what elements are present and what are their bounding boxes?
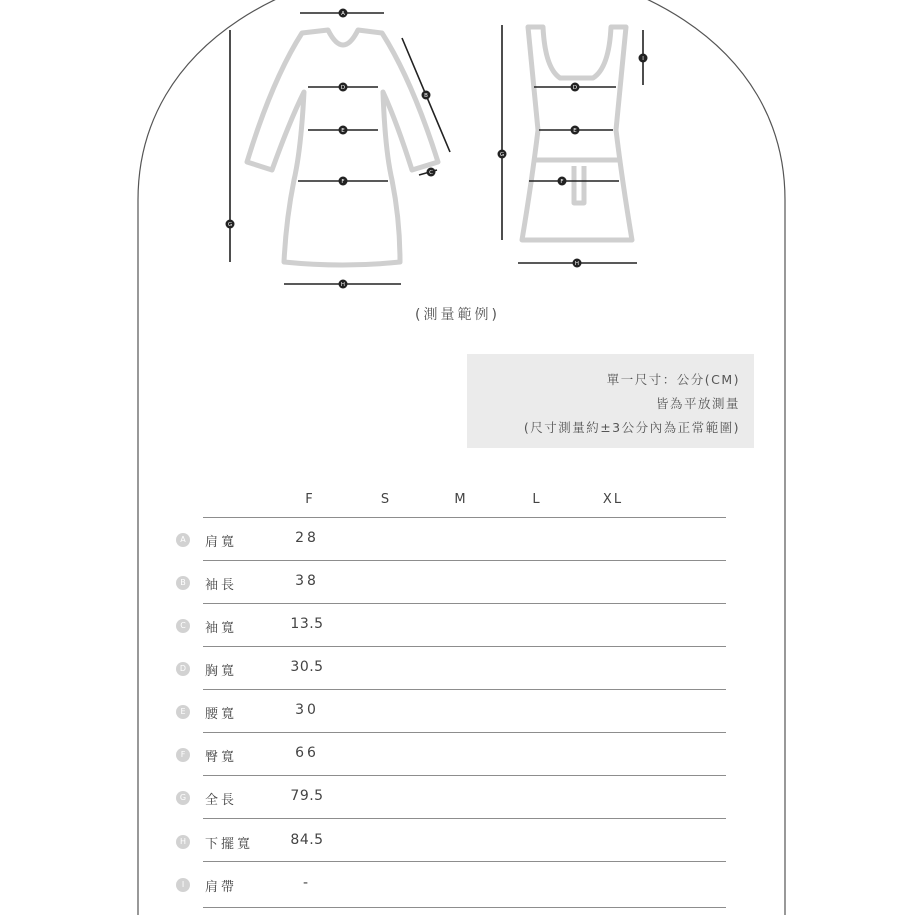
row-value-f: 79.5 [290, 788, 324, 804]
table-row [0, 690, 915, 733]
note-unit: 單一尺寸：公分(CM) [606, 372, 740, 387]
svg-text:E: E [341, 128, 345, 134]
col-header-xl: XL [602, 492, 624, 507]
row-badge: E [176, 705, 190, 719]
svg-text:B: B [424, 93, 428, 99]
table-row [0, 604, 915, 647]
col-header-l: L [532, 492, 542, 507]
svg-text:F: F [341, 179, 345, 185]
table-row [0, 647, 915, 690]
svg-text:G: G [227, 222, 233, 228]
row-value-f: 84.5 [290, 832, 324, 848]
measurement-diagram [0, 0, 915, 300]
svg-text:F: F [560, 179, 564, 185]
row-label: 臀寬 [205, 750, 238, 765]
table-row [0, 820, 915, 863]
row-label: 袖寬 [205, 621, 238, 636]
front-marker-c [427, 168, 436, 177]
front-marker-h [339, 280, 348, 289]
back-marker-i [639, 54, 648, 63]
table-divider [203, 861, 726, 862]
note-tolerance: (尺寸測量約±3公分內為正常範圍) [523, 420, 740, 435]
table-row [0, 776, 915, 819]
back-marker-e [571, 126, 580, 135]
table-row [0, 518, 915, 561]
svg-text:E: E [573, 128, 577, 134]
front-marker-d [339, 83, 348, 92]
row-label: 肩寬 [205, 535, 238, 550]
front-marker-f [339, 177, 348, 186]
row-value-f: - [302, 875, 312, 891]
row-badge: I [176, 878, 190, 892]
row-label: 全長 [205, 793, 238, 808]
table-divider [203, 818, 726, 819]
table-row [0, 561, 915, 604]
row-badge: B [176, 576, 190, 590]
svg-text:A: A [341, 11, 345, 17]
row-label: 腰寬 [205, 707, 238, 722]
row-value-f: 30.5 [290, 659, 324, 675]
col-header-f: F [305, 492, 315, 507]
col-header-s: S [380, 492, 392, 507]
note-flat-measure: 皆為平放測量 [655, 396, 740, 411]
table-row [0, 733, 915, 776]
row-value-f: 66 [295, 745, 319, 761]
row-value-f: 13.5 [290, 616, 324, 632]
row-value-f: 38 [295, 573, 319, 589]
back-marker-g [498, 150, 507, 159]
back-marker-f [558, 177, 567, 186]
size-table-header [0, 492, 915, 512]
svg-text:C: C [429, 170, 433, 176]
front-marker-b [422, 91, 431, 100]
svg-text:D: D [340, 85, 346, 91]
svg-text:H: H [340, 282, 346, 288]
front-marker-g [226, 220, 235, 229]
svg-text:H: H [574, 261, 580, 267]
svg-text:G: G [499, 152, 505, 158]
table-row [0, 863, 915, 906]
row-badge: H [176, 835, 190, 849]
row-badge: D [176, 662, 190, 676]
front-dress-outline [247, 30, 438, 265]
row-value-f: 30 [295, 702, 319, 718]
row-label: 肩帶 [205, 880, 238, 895]
row-badge: F [176, 748, 190, 762]
col-header-m: M [454, 492, 468, 507]
front-marker-e [339, 126, 348, 135]
diagram-caption: (測量範例) [415, 307, 500, 323]
svg-text:D: D [572, 85, 578, 91]
row-label: 袖長 [205, 578, 238, 593]
front-marker-a [339, 9, 348, 18]
row-value-f: 28 [295, 530, 319, 546]
row-badge: A [176, 533, 190, 547]
row-label: 下擺寬 [205, 837, 254, 852]
row-label: 胸寬 [205, 664, 238, 679]
back-marker-h [573, 259, 582, 268]
row-badge: C [176, 619, 190, 633]
size-note-box [467, 354, 754, 448]
table-divider [203, 907, 726, 908]
row-badge: G [176, 791, 190, 805]
back-marker-d [571, 83, 580, 92]
svg-text:I: I [642, 56, 644, 62]
